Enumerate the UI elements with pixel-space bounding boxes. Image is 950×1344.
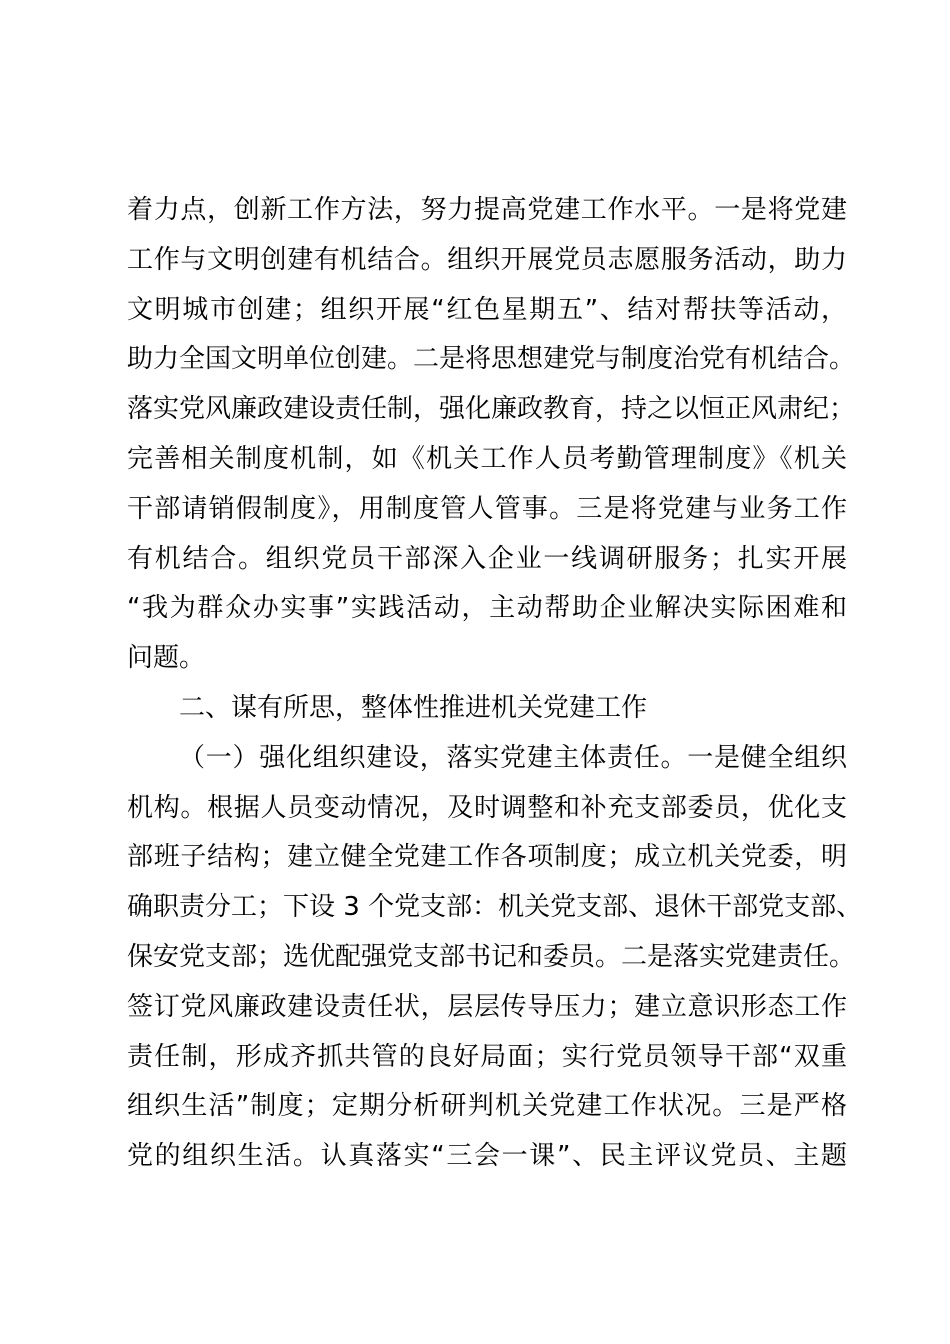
text-line: 确职责分工；下设 3 个党支部：机关党支部、退休干部党支部、 <box>127 892 863 923</box>
text-line: 工作与文明创建有机结合。组织开展党员志愿服务活动，助力 <box>127 244 847 275</box>
text-line: 保安党支部；选优配强党支部书记和委员。二是落实党建责任。 <box>127 941 856 972</box>
paragraph-2 <box>127 734 863 1182</box>
section-heading <box>127 684 847 734</box>
text-line: 落实党风廉政建设责任制，强化廉政教育，持之以恒正风肃纪； <box>127 394 856 425</box>
text-line: 文明城市创建；组织开展“红色星期五”、结对帮扶等活动， <box>127 294 847 325</box>
text-line: 党的组织生活。认真落实“三会一课”、民主评议党员、主题 <box>127 1141 847 1172</box>
text-line: 部班子结构；建立健全党建工作各项制度；成立机关党委，明 <box>127 842 847 873</box>
text-line: 问题。 <box>127 643 206 674</box>
text-line: （一）强化组织建设，落实党建主体责任。一是健全组织 <box>179 742 847 773</box>
text-line: 干部请销假制度》，用制度管人管事。三是将党建与业务工作 <box>127 493 847 524</box>
text-line: 有机结合。组织党员干部深入企业一线调研服务；扎实开展 <box>127 543 847 574</box>
document-body <box>127 186 863 1182</box>
text-line: 签订党风廉政建设责任状，层层传导压力；建立意识形态工作 <box>127 991 847 1022</box>
text-line: 助力全国文明单位创建。二是将思想建党与制度治党有机结合。 <box>127 344 856 375</box>
text-line: “我为群众办实事”实践活动，主动帮助企业解决实际困难和 <box>127 593 847 624</box>
text-line: 责任制，形成齐抓共管的良好局面；实行党员领导干部“双重 <box>127 1041 847 1072</box>
paragraph-1 <box>127 186 856 684</box>
heading-line: 二、谋有所思，整体性推进机关党建工作 <box>179 692 648 723</box>
text-line: 着力点，创新工作方法，努力提高党建工作水平。一是将党建 <box>127 195 847 225</box>
text-line: 机构。根据人员变动情况，及时调整和补充支部委员，优化支 <box>127 792 847 823</box>
text-line: 组织生活”制度；定期分析研判机关党建工作状况。三是严格 <box>127 1091 847 1122</box>
text-line: 完善相关制度机制，如《机关工作人员考勤管理制度》《机关 <box>127 443 847 474</box>
